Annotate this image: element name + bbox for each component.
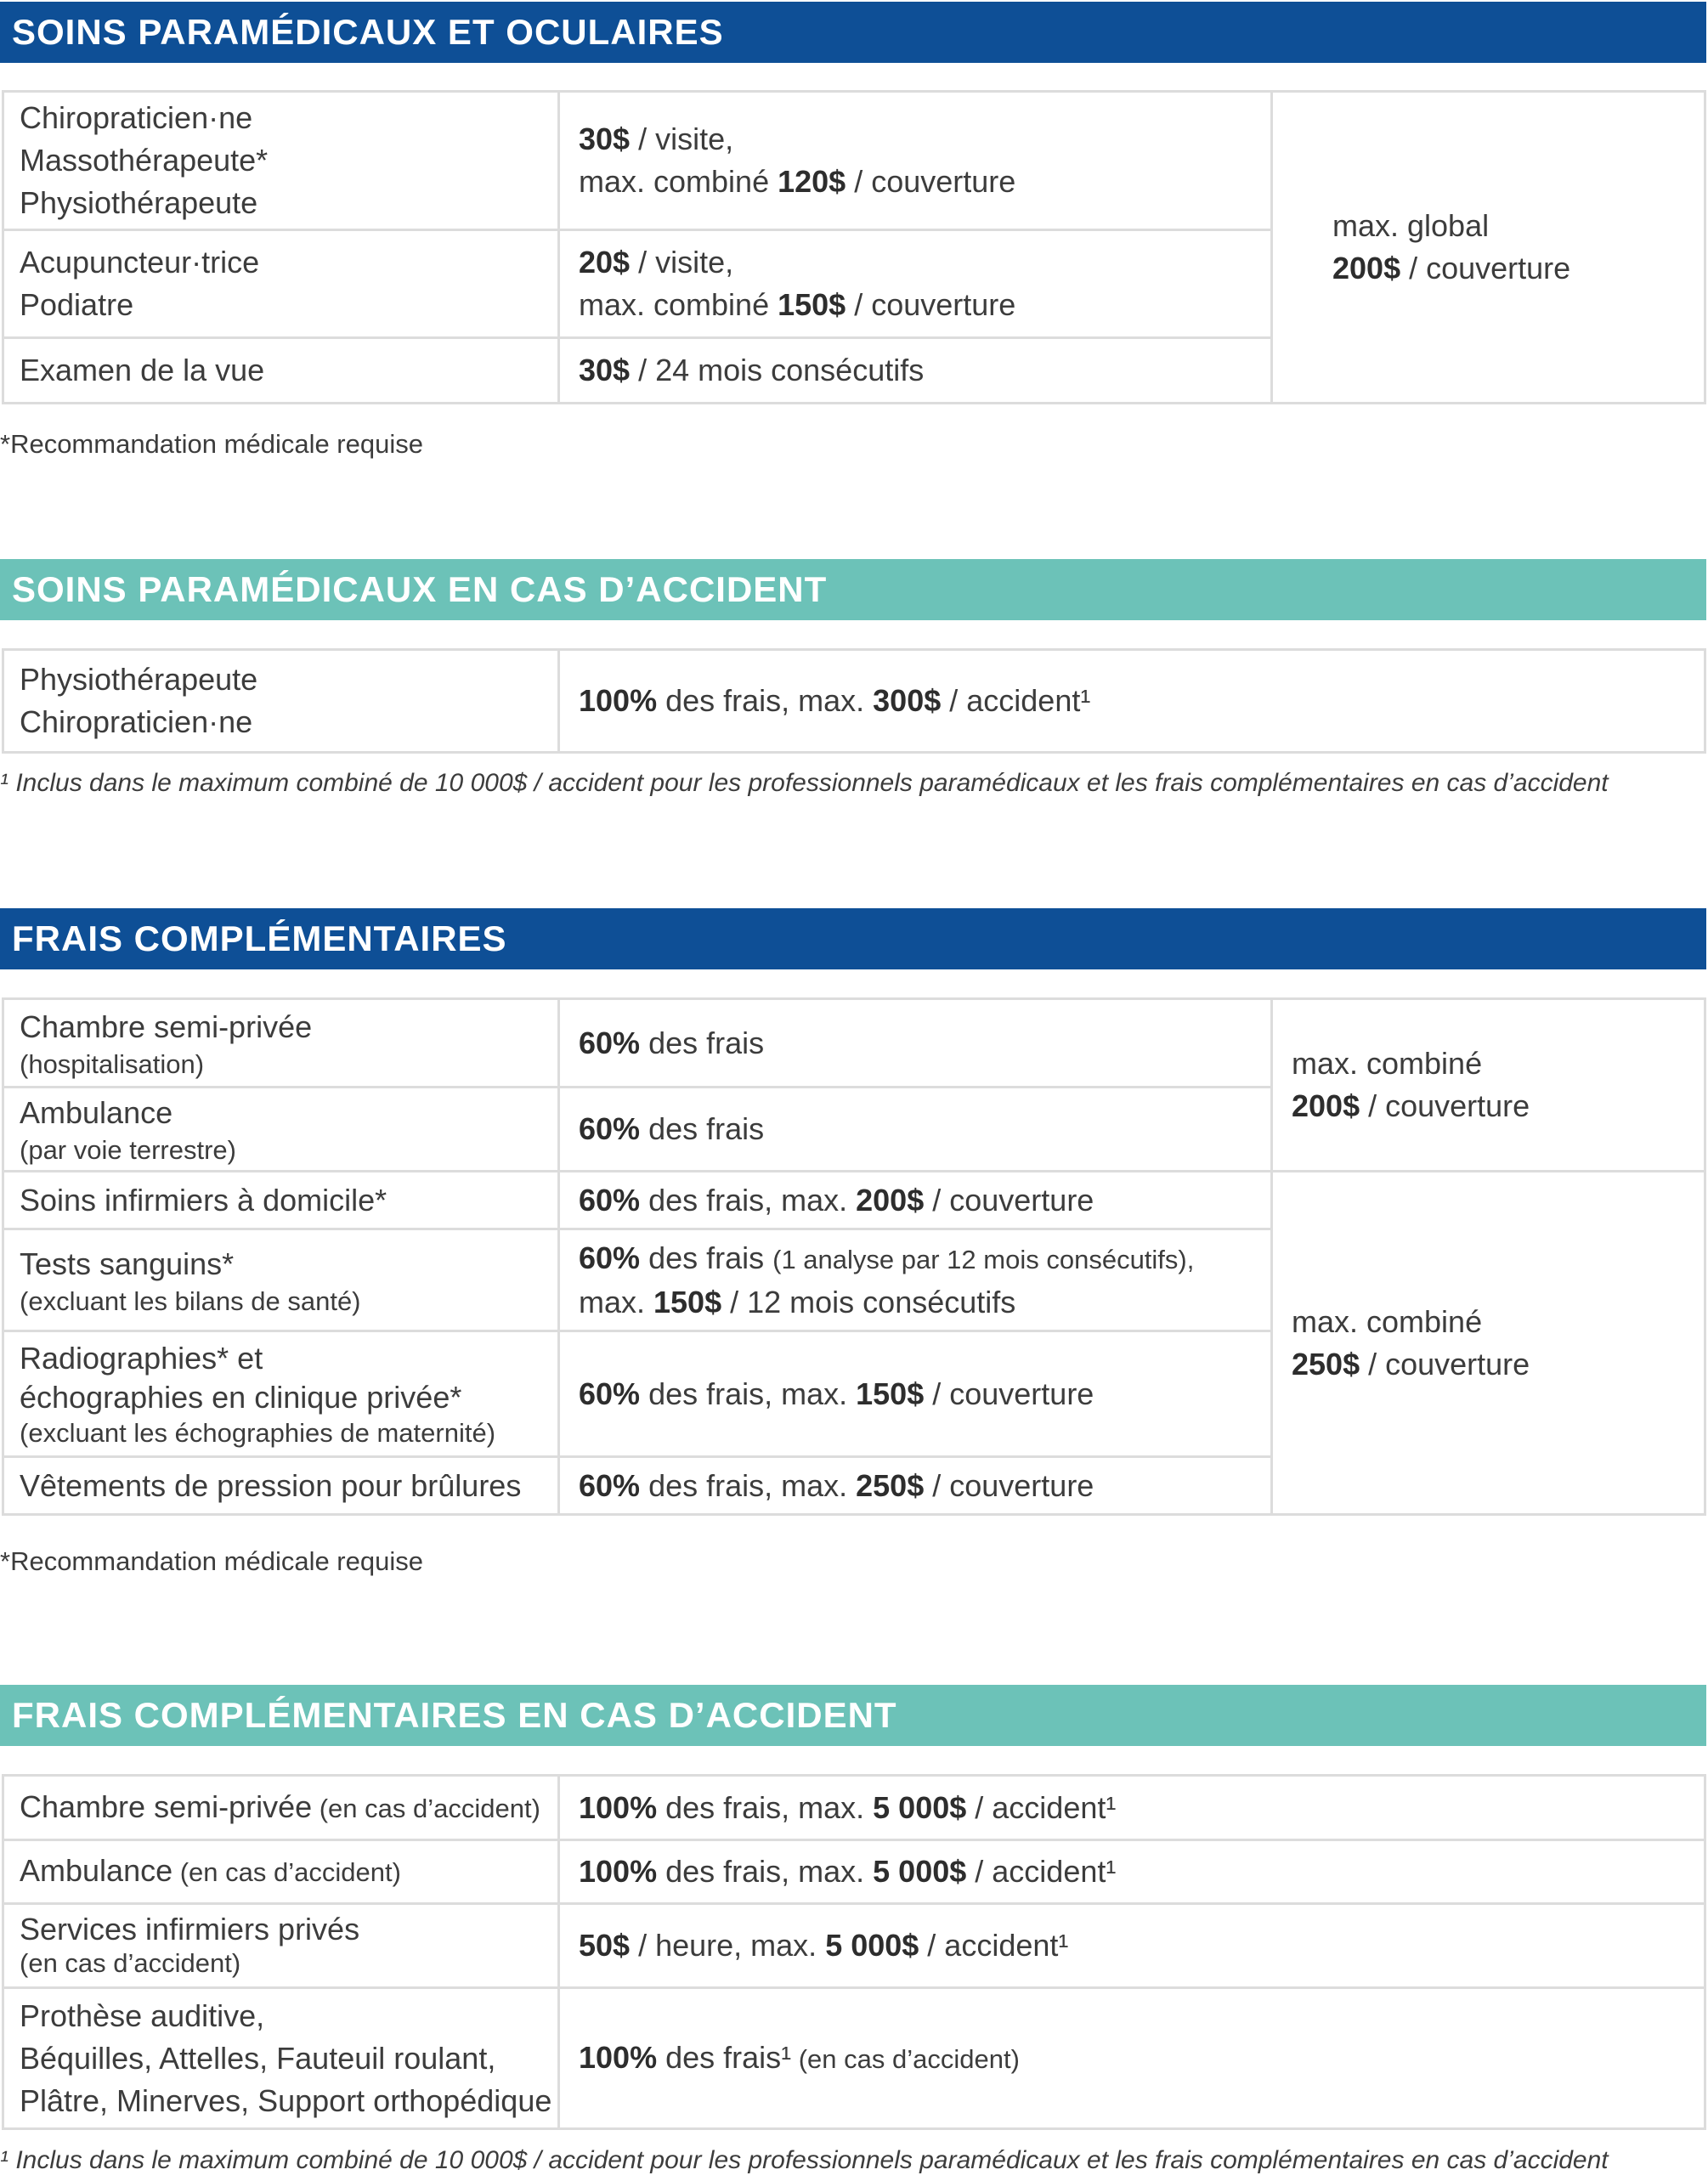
provider-label: Examen de la vue xyxy=(20,353,265,387)
value-text: / visite, xyxy=(630,245,734,280)
amount: 300$ xyxy=(873,683,942,718)
fee-label: Béquilles, Attelles, Fauteuil roulant, xyxy=(20,2040,496,2076)
fee-label: Chambre semi-privée xyxy=(20,1788,313,1824)
fee-label: Prothèse auditive, xyxy=(20,1997,265,2033)
table-row-value xyxy=(559,1904,1705,1988)
value-text: / accident¹ xyxy=(919,1928,1069,1963)
amount: 5 000$ xyxy=(873,1789,967,1825)
global-max-cell xyxy=(1272,92,1705,404)
percentage: 100% xyxy=(579,1854,658,1889)
value-text: max. combiné xyxy=(1292,1303,1483,1339)
amount: 150$ xyxy=(653,1284,722,1319)
fee-sublabel: (en cas d’accident) xyxy=(172,1857,401,1887)
table-row-label xyxy=(3,1904,559,1988)
table-row-label xyxy=(3,1088,559,1172)
value-text: des frais, max. xyxy=(657,1789,874,1825)
percentage: 60% xyxy=(579,1182,641,1218)
amount: 30$ xyxy=(579,353,631,387)
value-text: / couverture xyxy=(1360,1346,1530,1381)
footnote-accident-max: ¹ Inclus dans le maximum combiné de 10 000$ / accident pour les professionnels paramédicaux et les frais complémentaires en cas d’accident xyxy=(0,2146,1609,2174)
fee-label: Soins infirmiers à domicile* xyxy=(20,1182,387,1218)
footnote-accident-max: ¹ Inclus dans le maximum combiné de 10 000$ / accident pour les professionnels paramédicaux et les frais complémentaires en cas d’accident xyxy=(0,769,1609,797)
amount: 5 000$ xyxy=(825,1928,919,1963)
value-text: max. combiné xyxy=(579,287,778,322)
value-text: des frais xyxy=(640,1240,773,1275)
table-row-label xyxy=(3,1776,559,1840)
table-row-label xyxy=(3,338,559,404)
fee-sublabel: (en cas d’accident) xyxy=(312,1793,540,1823)
fee-label: Plâtre, Minerves, Support orthopédique xyxy=(20,2082,552,2118)
percentage: 60% xyxy=(579,1240,641,1275)
fee-label: Radiographies* et xyxy=(20,1340,263,1376)
amount: 150$ xyxy=(856,1376,925,1411)
table-row-value xyxy=(559,92,1272,230)
amount: 200$ xyxy=(1292,1088,1360,1123)
value-text: / couverture xyxy=(1400,251,1571,285)
provider-label: Podiatre xyxy=(20,287,134,322)
amount: 250$ xyxy=(856,1467,925,1503)
amount: 30$ xyxy=(579,121,631,156)
amount: 5 000$ xyxy=(873,1854,967,1889)
medical-referral-note: *Recommandation médicale requise xyxy=(0,1546,423,1576)
percentage: 100% xyxy=(579,683,658,718)
provider-label: Chiropraticien·ne xyxy=(20,704,253,739)
amount: 250$ xyxy=(1292,1346,1360,1381)
value-text: / couverture xyxy=(924,1182,1094,1218)
table-row-value xyxy=(559,1172,1272,1229)
amount: 200$ xyxy=(1332,251,1401,285)
table-row-value xyxy=(559,1229,1272,1331)
table-row-label xyxy=(3,230,559,338)
fee-sublabel: (en cas d’accident) xyxy=(20,1948,241,1978)
value-text: max. combiné xyxy=(1292,1046,1483,1081)
table-row-value xyxy=(559,1088,1272,1172)
paramedical-accident-table xyxy=(2,648,1706,754)
value-text: des frais, max. xyxy=(640,1182,857,1218)
value-text: max. combiné xyxy=(579,164,778,199)
table-row-label xyxy=(3,92,559,230)
amount: 50$ xyxy=(579,1928,631,1963)
table-row-value xyxy=(559,999,1272,1088)
amount: 20$ xyxy=(579,245,631,280)
value-text: des frais¹ xyxy=(657,2039,792,2075)
provider-label: Physiothérapeute xyxy=(20,662,258,697)
fee-label: Tests sanguins* xyxy=(20,1246,235,1281)
fee-label: Chambre semi-privée xyxy=(20,1009,313,1044)
table-row-value xyxy=(559,338,1272,404)
value-text: des frais, max. xyxy=(657,683,874,718)
value-text: / couverture xyxy=(1360,1088,1530,1123)
value-text: / couverture xyxy=(924,1376,1094,1411)
table-row-value xyxy=(559,1988,1705,2129)
section-header-paramedical-accident: SOINS PARAMÉDICAUX EN CAS D’ACCIDENT xyxy=(0,559,1706,620)
table-row-label xyxy=(3,1988,559,2129)
percentage: 60% xyxy=(579,1467,641,1503)
value-text: / accident¹ xyxy=(966,1854,1117,1889)
provider-label: Physiothérapeute xyxy=(20,185,258,220)
value-text: des frais, max. xyxy=(640,1467,857,1503)
value-text: / couverture xyxy=(924,1467,1094,1503)
medical-referral-note: *Recommandation médicale requise xyxy=(0,429,423,459)
table-row-label xyxy=(3,1457,559,1515)
fee-sublabel: (excluant les échographies de maternité) xyxy=(20,1417,496,1448)
table-row-label xyxy=(3,1840,559,1904)
combined-max-cell xyxy=(1272,1172,1705,1515)
amount: 200$ xyxy=(856,1182,925,1218)
value-note: (en cas d’accident) xyxy=(791,2043,1020,2074)
fee-sublabel: (hospitalisation) xyxy=(20,1048,205,1079)
percentage: 60% xyxy=(579,1025,641,1060)
table-row-value xyxy=(559,650,1705,753)
fee-label: Services infirmiers privés xyxy=(20,1912,360,1947)
table-row-label xyxy=(3,1172,559,1229)
value-text: des frais xyxy=(640,1025,765,1060)
fee-sublabel: (par voie terrestre) xyxy=(20,1135,236,1165)
provider-label: Acupuncteur·trice xyxy=(20,245,260,280)
provider-label: Massothérapeute* xyxy=(20,143,269,178)
value-text: des frais xyxy=(640,1111,765,1146)
value-text: / accident¹ xyxy=(966,1789,1117,1825)
value-text: des frais, max. xyxy=(640,1376,857,1411)
percentage: 60% xyxy=(579,1111,641,1146)
section-header-complementary: FRAIS COMPLÉMENTAIRES xyxy=(0,908,1706,969)
table-row-value xyxy=(559,1840,1705,1904)
value-text: / couverture xyxy=(846,287,1016,322)
value-text: / couverture xyxy=(846,164,1016,199)
value-note: (1 analyse par 12 mois consécutifs), xyxy=(772,1244,1195,1274)
percentage: 100% xyxy=(579,1789,658,1825)
complementary-accident-table xyxy=(2,1774,1706,2130)
table-row-label xyxy=(3,650,559,753)
value-text: / accident¹ xyxy=(941,683,1091,718)
amount: 120$ xyxy=(778,164,846,199)
value-text: des frais, max. xyxy=(657,1854,874,1889)
fee-label: échographies en clinique privée* xyxy=(20,1379,462,1415)
fee-label: Ambulance xyxy=(20,1853,173,1888)
value-text: max. global xyxy=(1332,208,1490,243)
fee-label: Vêtements de pression pour brûlures xyxy=(20,1467,522,1503)
percentage: 100% xyxy=(579,2039,658,2075)
fee-label: Ambulance xyxy=(20,1095,173,1130)
table-row-value xyxy=(559,230,1272,338)
section-header-complementary-accident: FRAIS COMPLÉMENTAIRES EN CAS D’ACCIDENT xyxy=(0,1685,1706,1746)
value-text: / heure, max. xyxy=(630,1928,826,1963)
table-row-value xyxy=(559,1331,1272,1457)
table-row-value xyxy=(559,1776,1705,1840)
amount: 150$ xyxy=(778,287,846,322)
fee-sublabel: (excluant les bilans de santé) xyxy=(20,1285,361,1316)
table-row-value xyxy=(559,1457,1272,1515)
table-row-label xyxy=(3,1229,559,1331)
value-text: / visite, xyxy=(630,121,734,156)
table-row-label xyxy=(3,999,559,1088)
value-text: / 24 mois consécutifs xyxy=(630,353,925,387)
paramedical-ocular-table xyxy=(2,90,1706,404)
section-header-paramedical-ocular: SOINS PARAMÉDICAUX ET OCULAIRES xyxy=(0,2,1706,63)
provider-label: Chiropraticien·ne xyxy=(20,100,253,135)
table-row-label xyxy=(3,1331,559,1457)
value-text: / 12 mois consécutifs xyxy=(721,1284,1016,1319)
combined-max-cell xyxy=(1272,999,1705,1172)
value-text: max. xyxy=(579,1284,654,1319)
complementary-fees-table xyxy=(2,997,1706,1516)
percentage: 60% xyxy=(579,1376,641,1411)
